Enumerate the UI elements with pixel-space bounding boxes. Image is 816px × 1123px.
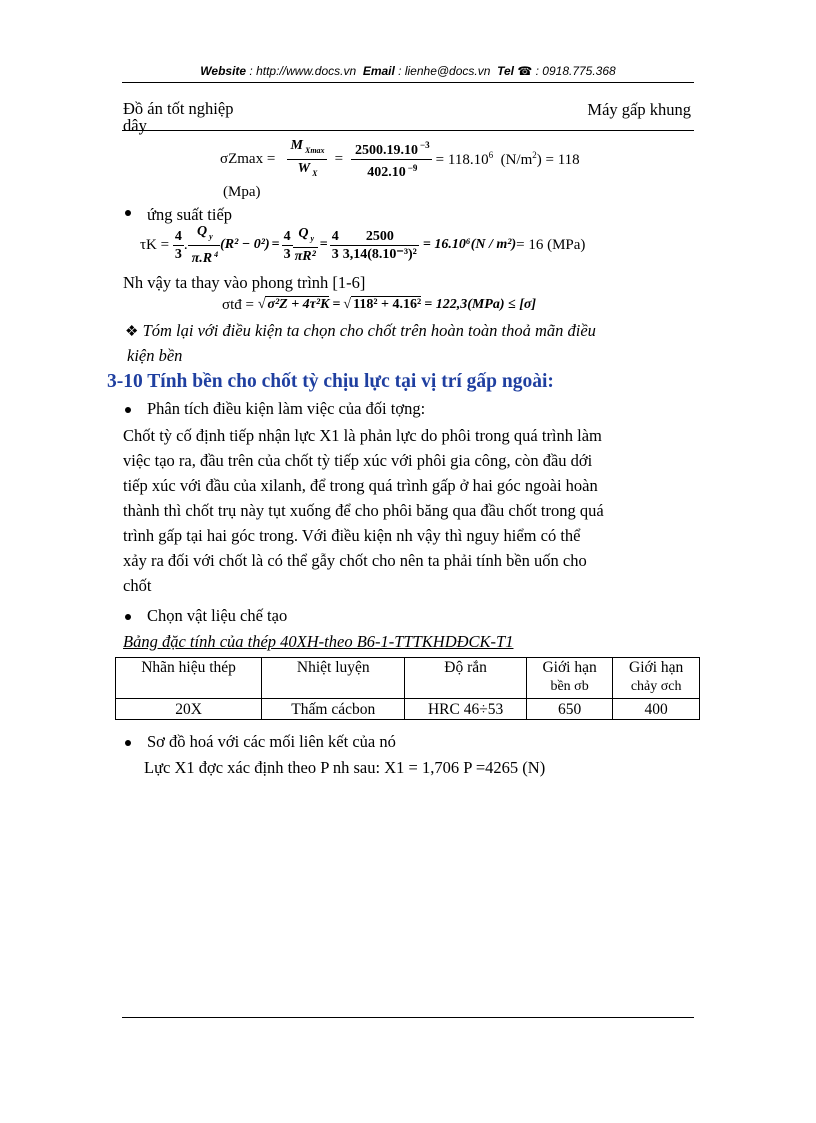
bullet-icon — [125, 614, 131, 620]
diamond-bullet-icon: ❖ — [125, 324, 139, 340]
eq-sigma-z-frac1: $\frac{M _{Xmax}}{W _X}$ — [287, 137, 327, 182]
body-paragraph — [123, 423, 693, 598]
substitute-line: Nh vậy ta thay vào phong trình [1-6] — [123, 273, 366, 292]
website-label: Website — [200, 64, 247, 78]
doc-header-rule — [122, 130, 694, 131]
phone-icon: ☎ — [517, 64, 533, 78]
force-line: Lực X1 đợc xác định theo P nh sau: X1 = 1,706 P =4265 (N) — [144, 758, 546, 777]
table-header-row — [116, 658, 700, 699]
paragraph-line: việc tạo ra, đầu trên của chốt tỳ tiếp xúc với phôi gia công, còn đầu dới — [123, 451, 593, 470]
website-header — [122, 64, 694, 78]
table-header-cell: Nhãn hiệu thép — [116, 658, 262, 699]
section-heading: 3-10 Tính bền cho chốt tỳ chịu lực tại vị trí gấp ngoài: — [107, 371, 554, 392]
conclusion-line2: kiện bền — [127, 346, 183, 365]
table-cell: 650 — [526, 699, 613, 720]
paragraph-line: Chốt tỳ cố định tiếp nhận lực X1 là phản lực do phôi trong quá trình làm — [123, 426, 602, 445]
table-cell: Thấm cácbon — [262, 699, 405, 720]
bullet-diagram-text: Sơ đồ hoá với các mối liên kết của nó — [147, 732, 396, 751]
eq-sigma-z-frac2: $\frac{2500.19.10 ^{-3}}{402.10 ^{-9}}$ — [351, 137, 432, 181]
paragraph-line: tiếp xúc với đầu của xilanh, để trong quá trình gấp ở hai góc ngoài hoàn — [123, 476, 598, 495]
footer-rule — [122, 1017, 694, 1018]
conclusion-line1: Tóm lại với điều kiện ta chọn cho chốt trên hoàn toàn thoả mãn điều — [142, 321, 596, 340]
table-header-cell: Giới hạn bền σb — [526, 658, 613, 699]
paragraph-line: chốt — [123, 576, 152, 595]
doc-header-left — [123, 100, 233, 134]
bullet-analysis-text: Phân tích điều kiện làm việc của đối tợng: — [147, 399, 426, 418]
bullet-material-text: Chọn vật liệu chế tạo — [147, 606, 288, 625]
header-rule — [122, 82, 694, 83]
eq-sigma-z-lhs: σZmax = — [220, 150, 276, 167]
table-caption: Bảng đặc tính của thép 40XH-theo B6-1-TTTKHDĐCK-T1 — [123, 632, 514, 651]
table-header-cell: Độ rắn — [405, 658, 526, 699]
paragraph-line: xảy ra đối với chốt là có thể gẫy chốt cho nên ta phải tính bền uốn cho — [123, 551, 587, 570]
email-label: Email — [362, 64, 395, 78]
table-cell: 20X — [116, 699, 262, 720]
tel-label: Tel — [497, 64, 514, 78]
tel-value: : 0918.775.368 — [535, 64, 616, 78]
bullet-shear-text: ứng suất tiếp — [147, 205, 233, 224]
equation-tau: τK = $\frac{4}{3}$ . $\frac{Q _y}{\pi.R ^4}$ (R² − 0²) = $\frac{4}{3}$ $\frac{Q _y}{\text{πR²}}$ = $\frac{4}{3}$ $\frac{2500}{\text{3,14(8.10⁻³)²}}$ = 16.10⁶(N / m²) = 16 (MPa) — [140, 223, 586, 267]
doc-header-left-line2: dây — [123, 116, 147, 135]
paragraph-line: thành thì chốt trụ này tụt xuống để cho phôi băng qua đầu chốt trong quá — [123, 501, 604, 520]
doc-header-right: Máy gấp khung — [587, 100, 691, 119]
equation-sigma-td: σtđ = √ σ²Z + 4τ²K = √ 118² + 4.16² = 122,3(MPa) ≤ [σ] — [222, 296, 537, 313]
conclusion — [125, 321, 596, 341]
spec-table — [115, 657, 700, 720]
bullet-icon — [125, 407, 131, 413]
table-header-cell: Giới hạn chảy σch — [613, 658, 700, 699]
paragraph-line: trình gấp tại hai góc trong. Với điều kiện nh vậy thì nguy hiểm có thể — [123, 526, 581, 545]
website-value[interactable]: : http://www.docs.vn — [249, 64, 357, 78]
equation-sigma-z: σZmax = $\frac{M _{Xmax}}{W _X}$ = $\frac{2500.19.10 ^{-3}}{402.10 ^{-9}}$ = $118.10^6$ $(N/m^2) = 118$ — [220, 137, 580, 181]
table-header-cell: Nhiệt luyện — [262, 658, 405, 699]
eq-sigma-z-cont: (Mpa) — [223, 184, 261, 200]
table-cell: HRC 46÷53 — [405, 699, 526, 720]
eq-sigma-z-rhs: = $118.10^6$ $(N/m^2) = 118$ — [435, 149, 580, 168]
table-cell: 400 — [613, 699, 700, 720]
email-value[interactable]: : lienhe@docs.vn — [398, 64, 491, 78]
bullet-icon — [125, 740, 131, 746]
bullet-icon — [125, 210, 131, 216]
table-row — [116, 699, 700, 720]
doc-header-left-line1: Đồ án tốt nghiệp — [123, 99, 234, 118]
